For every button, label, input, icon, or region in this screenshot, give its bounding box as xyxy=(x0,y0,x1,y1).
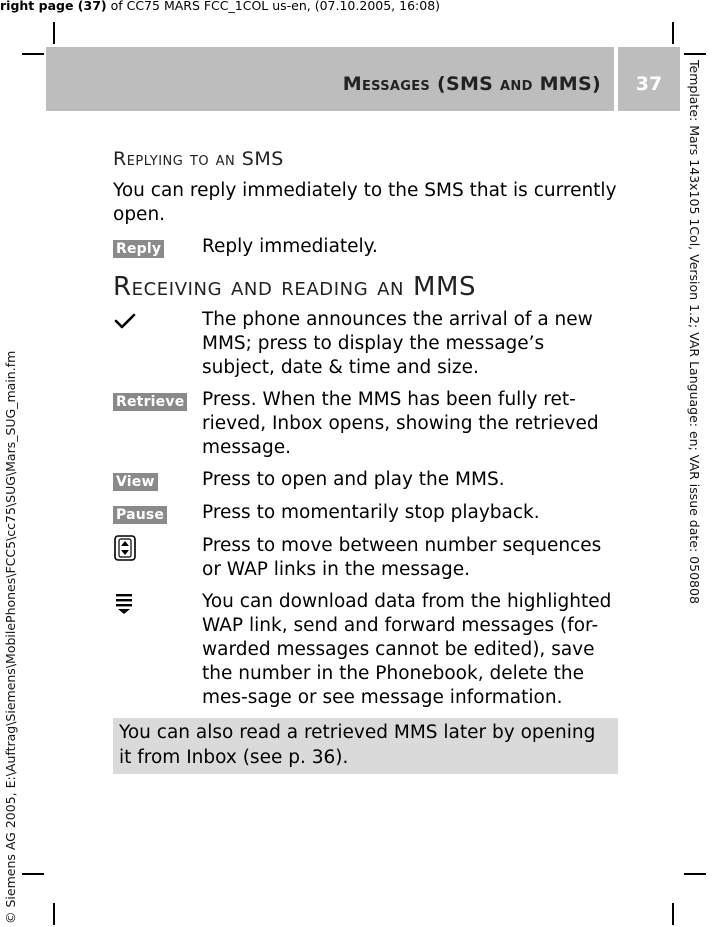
instruction-row xyxy=(113,501,618,526)
crop-mark xyxy=(684,53,706,55)
print-info-line xyxy=(0,0,440,13)
instruction-text: Press to open and play the MMS. xyxy=(202,469,505,490)
instruction-text: You can download data from the highlighted WAP link, send and forward messages (for-warded messages cannot be edited), save the number in the Phonebook, delete the mes-sage or see message information. xyxy=(202,591,612,708)
crop-mark xyxy=(684,873,706,875)
instruction-text: Reply immediately. xyxy=(202,236,378,257)
section-heading-mms: Receiving and reading an MMS xyxy=(113,272,477,302)
instruction-text: The phone announces the arrival of a new MMS; press to display the message’s subject, date & time and size. xyxy=(202,309,593,378)
menu-icon xyxy=(113,591,137,615)
crop-mark xyxy=(53,903,55,925)
print-info-page: right page (37) xyxy=(0,0,107,13)
instruction-text: Press to move between number sequences or WAP links in the message. xyxy=(202,535,602,580)
note-box: You can also read a retrieved MMS later by opening it from Inbox (see p. 36). xyxy=(113,718,618,774)
view-softkey: View xyxy=(113,473,158,491)
instruction-row xyxy=(113,308,618,380)
instruction-row xyxy=(113,235,618,260)
checkmark-icon xyxy=(113,309,137,333)
instruction-text: Press. When the MMS has been fully ret-rieved, Inbox opens, showing the retrieved message. xyxy=(202,389,599,458)
instruction-row xyxy=(113,590,618,710)
crop-mark xyxy=(672,903,674,925)
page-number: 37 xyxy=(635,73,663,95)
instruction-row xyxy=(113,388,618,460)
section-heading-reply: Replying to an SMS xyxy=(113,148,284,170)
page-title: Messages (SMS and MMS) xyxy=(342,73,601,95)
navigation-key-icon xyxy=(113,535,137,559)
crop-mark xyxy=(53,22,55,44)
main-content xyxy=(113,145,618,774)
reply-softkey: Reply xyxy=(113,240,164,258)
reply-intro: You can reply immediately to the SMS that is currently open. xyxy=(113,180,617,225)
instruction-row xyxy=(113,534,618,582)
copyright-path: © Siemens AG 2005, E:\Auftrag\Siemens\MobilePhones\FCC5\cc75\SUG\Mars_SUG_main.fm xyxy=(3,350,18,924)
retrieve-softkey: Retrieve xyxy=(113,393,187,411)
pause-softkey: Pause xyxy=(113,506,167,524)
template-info: Template: Mars 143x105 1Col, Version 1.2; VAR Language: en; VAR issue date: 050808 xyxy=(687,60,702,604)
crop-mark xyxy=(22,873,44,875)
instruction-row xyxy=(113,468,618,493)
crop-mark xyxy=(22,53,44,55)
instruction-text: Press to momentarily stop playback. xyxy=(202,502,540,523)
print-info-details: of CC75 MARS FCC_1COL us-en, (07.10.2005, 16:08) xyxy=(106,0,441,13)
crop-mark xyxy=(672,22,674,44)
